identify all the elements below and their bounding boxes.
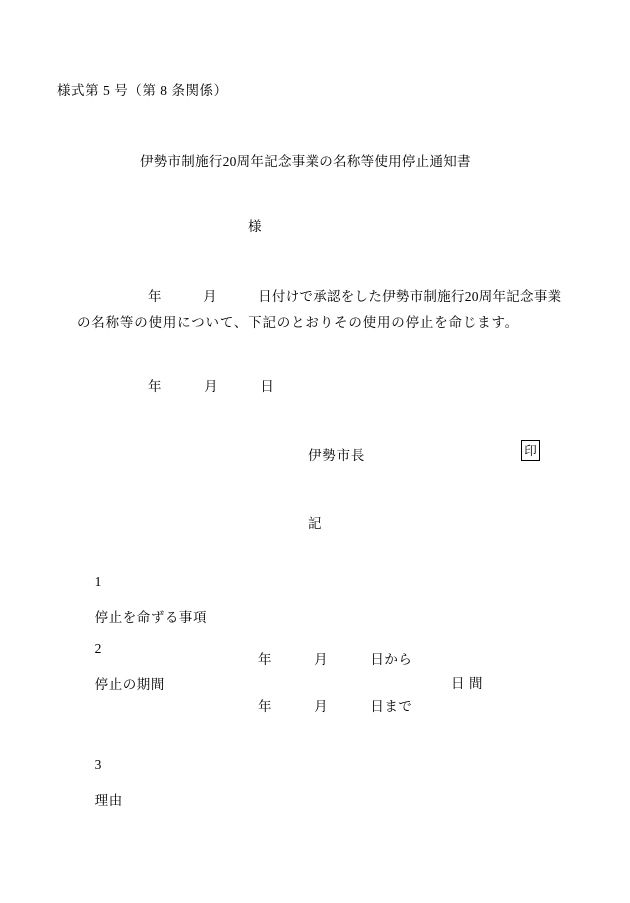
item-number: 3 xyxy=(94,757,102,772)
addressee-honorific: 様 xyxy=(248,219,263,234)
period-days-line: 日 間 xyxy=(451,676,483,691)
item-label: 停止を命ずる事項 xyxy=(94,610,207,625)
period-to-line: 年 月 日まで xyxy=(258,699,413,714)
form-number: 様式第 5 号（第 8 条関係） xyxy=(57,83,228,98)
body-text-line-2: の名称等の使用について、下記のとおりその使用の停止を命じます。 xyxy=(77,315,519,330)
document-title: 伊勢市制施行20周年記念事業の名称等使用停止通知書 xyxy=(140,154,471,169)
item-number: 1 xyxy=(94,574,102,589)
list-item xyxy=(79,741,123,825)
ki-heading: 記 xyxy=(308,516,323,531)
list-item xyxy=(79,625,165,709)
body-text-line-1: 年 月 日付けで承認をした伊勢市制施行20周年記念事業 xyxy=(148,289,562,304)
item-label: 理由 xyxy=(94,793,123,808)
issuer-name: 伊勢市長 xyxy=(308,448,366,463)
issue-date-line: 年 月 日 xyxy=(148,379,275,394)
item-label: 停止の期間 xyxy=(94,677,165,692)
item-number: 2 xyxy=(94,641,102,656)
seal-box: 印 xyxy=(521,440,540,461)
period-from-line: 年 月 日から xyxy=(258,652,413,667)
